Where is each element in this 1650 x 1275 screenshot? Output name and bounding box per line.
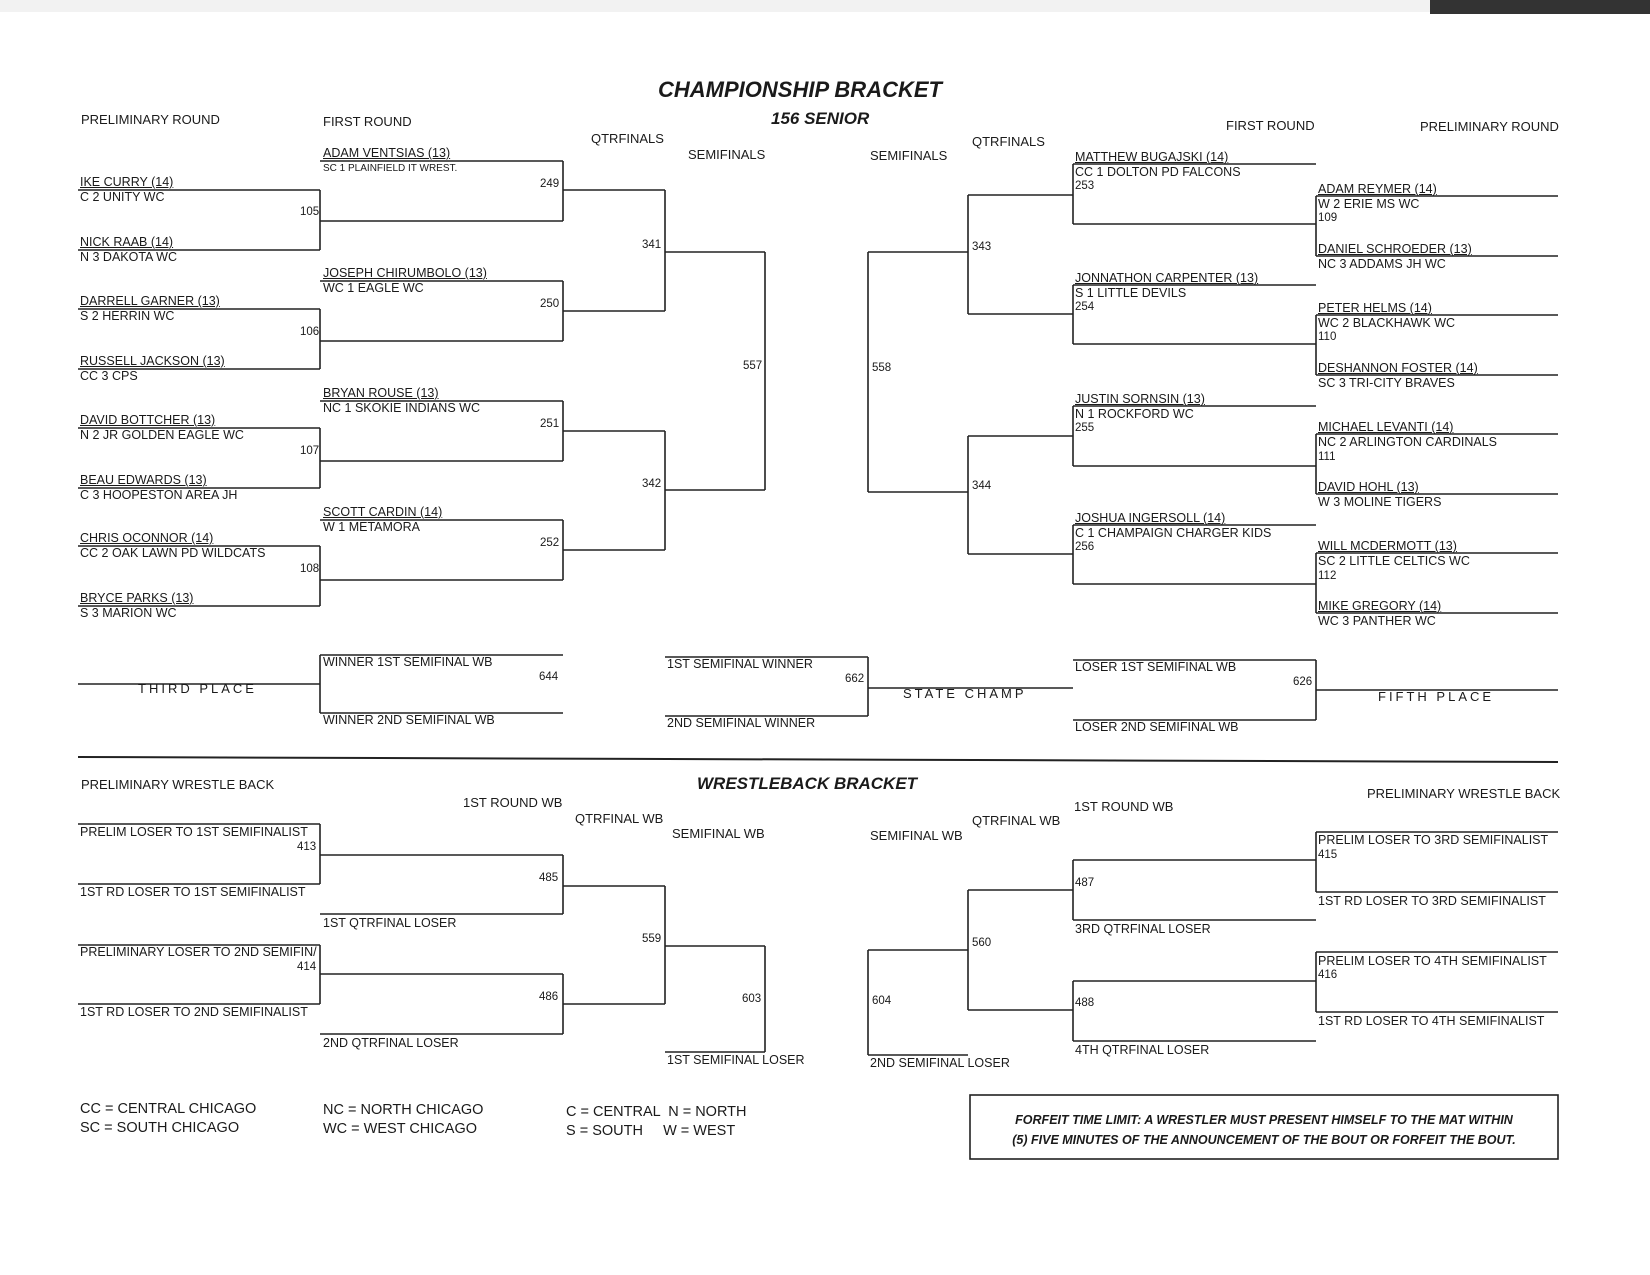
placement-slot: 2ND SEMIFINAL WINNER (667, 716, 816, 730)
bout-number: 251 (540, 418, 560, 430)
wb-slot: 2ND QTRFINAL LOSER (323, 1036, 459, 1050)
header-wb-semi-left: SEMIFINAL WB (672, 826, 765, 841)
bout-number: 560 (972, 937, 992, 949)
wb-slot: 1ST SEMIFINAL LOSER (667, 1053, 805, 1067)
wrestler-name: JOSHUA INGERSOLL (14) (1075, 511, 1226, 525)
wrestler-name: NICK RAAB (14) (80, 235, 174, 249)
wrestler-team: W 2 ERIE MS WC (1318, 197, 1420, 211)
header-first-right: FIRST ROUND (1226, 118, 1315, 133)
wrestler-team: WC 1 EAGLE WC (323, 281, 424, 295)
header-wb-qtr-left: QTRFINAL WB (575, 811, 664, 826)
third-place-label: THIRD PLACE (138, 681, 257, 696)
wrestler-team: WC 3 PANTHER WC (1318, 614, 1436, 628)
bout-number: 644 (539, 671, 559, 683)
header-wb-first-right: 1ST ROUND WB (1074, 799, 1174, 814)
bout-number: 107 (300, 445, 320, 457)
bout-number: 559 (642, 933, 662, 945)
header-qtr-right: QTRFINALS (972, 134, 1045, 149)
header-semi-left: SEMIFINALS (688, 147, 766, 162)
wrestler-team: SC 3 TRI-CITY BRAVES (1318, 376, 1455, 390)
bout-number: 252 (540, 537, 560, 549)
wrestler-team: C 1 CHAMPAIGN CHARGER KIDS (1075, 526, 1272, 540)
weight-class-subtitle: 156 SENIOR (771, 109, 870, 128)
wrestler-team: SC 2 LITTLE CELTICS WC (1318, 554, 1470, 568)
bout-number: 486 (539, 991, 559, 1003)
forfeit-notice-line: (5) FIVE MINUTES OF THE ANNOUNCEMENT OF THE BOUT OR FORFEIT THE BOUT. (1012, 1133, 1516, 1147)
header-wb-qtr-right: QTRFINAL WB (972, 813, 1061, 828)
wrestler-name: DANIEL SCHROEDER (13) (1318, 242, 1472, 256)
wrestler-name: RUSSELL JACKSON (13) (80, 354, 225, 368)
bout-number: 557 (743, 360, 763, 372)
state-champ-label: STATE CHAMP (903, 686, 1027, 701)
header-prelim-left: PRELIMINARY ROUND (81, 112, 220, 127)
wrestler-name: PETER HELMS (14) (1318, 301, 1432, 315)
header-qtr-left: QTRFINALS (591, 131, 664, 146)
wb-slot: PRELIMINARY LOSER TO 2ND SEMIFIN/ (80, 945, 317, 959)
wrestler-name: MATTHEW BUGAJSKI (14) (1075, 150, 1229, 164)
wb-slot: 1ST RD LOSER TO 4TH SEMIFINALIST (1318, 1014, 1545, 1028)
bout-number: 109 (1318, 212, 1338, 224)
legend-item: SC = SOUTH CHICAGO (80, 1120, 240, 1136)
header-wb-prelim-left: PRELIMINARY WRESTLE BACK (81, 777, 275, 792)
wrestler-name: JOSEPH CHIRUMBOLO (13) (323, 266, 487, 280)
bout-number: 558 (872, 362, 892, 374)
wb-slot: 1ST QTRFINAL LOSER (323, 916, 457, 930)
bout-number: 413 (297, 841, 317, 853)
bout-number: 485 (539, 872, 559, 884)
bout-number: 341 (642, 239, 662, 251)
placement-slot: WINNER 1ST SEMIFINAL WB (323, 655, 493, 669)
wrestler-name: MIKE GREGORY (14) (1318, 599, 1442, 613)
bout-number: 255 (1075, 422, 1095, 434)
bout-number: 487 (1075, 877, 1095, 889)
wrestler-name: ADAM VENTSIAS (13) (323, 146, 451, 160)
wrestler-team: CC 1 DOLTON PD FALCONS (1075, 165, 1241, 179)
wrestler-name: CHRIS OCONNOR (14) (80, 531, 214, 545)
bout-number: 110 (1318, 331, 1337, 343)
bout-number: 256 (1075, 541, 1095, 553)
wrestler-name: JONNATHON CARPENTER (13) (1075, 271, 1259, 285)
bout-number: 106 (300, 326, 320, 338)
wrestler-name: SCOTT CARDIN (14) (323, 505, 443, 519)
placement-slot: WINNER 2ND SEMIFINAL WB (323, 713, 495, 727)
bout-number: 604 (872, 995, 892, 1007)
wrestler-team: W 1 METAMORA (323, 520, 420, 534)
wrestler-team: W 3 MOLINE TIGERS (1318, 495, 1442, 509)
wrestler-team: N 1 ROCKFORD WC (1075, 407, 1194, 421)
wrestler-name: DAVID HOHL (13) (1318, 480, 1419, 494)
wb-slot: 1ST RD LOSER TO 3RD SEMIFINALIST (1318, 894, 1546, 908)
wrestler-name: BRYAN ROUSE (13) (323, 386, 439, 400)
wrestler-name: ADAM REYMER (14) (1318, 182, 1437, 196)
bout-number: 603 (742, 993, 762, 1005)
fifth-place-label: FIFTH PLACE (1378, 689, 1495, 704)
legend-item: NC = NORTH CHICAGO (323, 1102, 484, 1118)
wb-slot: 1ST RD LOSER TO 1ST SEMIFINALIST (80, 885, 306, 899)
header-semi-right: SEMIFINALS (870, 148, 948, 163)
bout-number: 416 (1318, 969, 1338, 981)
page-title: CHAMPIONSHIP BRACKET (658, 77, 942, 102)
header-wb-prelim-right: PRELIMINARY WRESTLE BACK (1367, 786, 1561, 801)
wb-slot: PRELIM LOSER TO 3RD SEMIFINALIST (1318, 833, 1549, 847)
wb-slot: PRELIM LOSER TO 1ST SEMIFINALIST (80, 825, 308, 839)
header-first-left: FIRST ROUND (323, 114, 412, 129)
wrestler-name: DAVID BOTTCHER (13) (80, 413, 216, 427)
wrestler-name: DESHANNON FOSTER (14) (1318, 361, 1478, 375)
legend-item: S = SOUTH W = WEST (566, 1123, 736, 1139)
wrestler-team: CC 2 OAK LAWN PD WILDCATS (80, 546, 266, 560)
bout-number: 662 (845, 673, 865, 685)
bout-number: 343 (972, 241, 992, 253)
wrestler-name: DARRELL GARNER (13) (80, 294, 220, 308)
wrestler-team: S 3 MARION WC (80, 606, 177, 620)
placement-slot: 1ST SEMIFINAL WINNER (667, 657, 813, 671)
wrestler-name: IKE CURRY (14) (80, 175, 174, 189)
wrestler-name: BEAU EDWARDS (13) (80, 473, 207, 487)
legend-item: CC = CENTRAL CHICAGO (80, 1101, 257, 1117)
wb-slot: PRELIM LOSER TO 4TH SEMIFINALIST (1318, 954, 1547, 968)
bout-number: 250 (540, 298, 560, 310)
bout-number: 112 (1318, 570, 1337, 582)
placement-slot: LOSER 1ST SEMIFINAL WB (1075, 660, 1237, 674)
placement-slot: LOSER 2ND SEMIFINAL WB (1075, 720, 1239, 734)
wrestler-team: CC 3 CPS (80, 369, 138, 383)
wb-slot: 3RD QTRFINAL LOSER (1075, 922, 1211, 936)
wb-slot: 4TH QTRFINAL LOSER (1075, 1043, 1210, 1057)
bout-number: 344 (972, 480, 992, 492)
header-prelim-right: PRELIMINARY ROUND (1420, 119, 1559, 134)
wrestler-team: NC 1 SKOKIE INDIANS WC (323, 401, 480, 415)
wrestler-name: WILL MCDERMOTT (13) (1318, 539, 1457, 553)
wrestler-team: NC 2 ARLINGTON CARDINALS (1318, 435, 1497, 449)
bout-number: 488 (1075, 997, 1095, 1009)
bout-number: 342 (642, 478, 662, 490)
bout-number: 111 (1318, 451, 1336, 463)
wrestler-team: N 2 JR GOLDEN EAGLE WC (80, 428, 244, 442)
wrestler-team: S 1 LITTLE DEVILS (1075, 286, 1187, 300)
wrestleback-title: WRESTLEBACK BRACKET (697, 774, 918, 793)
bout-number: 105 (300, 206, 320, 218)
wrestler-team: SC 1 PLAINFIELD IT WREST. (323, 163, 458, 174)
bout-number: 626 (1293, 676, 1313, 688)
legend-item: C = CENTRAL N = NORTH (566, 1104, 747, 1120)
bout-number: 249 (540, 178, 560, 190)
wrestler-team: NC 3 ADDAMS JH WC (1318, 257, 1446, 271)
wrestler-team: S 2 HERRIN WC (80, 309, 175, 323)
wrestler-name: BRYCE PARKS (13) (80, 591, 194, 605)
wb-slot: 2ND SEMIFINAL LOSER (870, 1056, 1010, 1070)
legend-item: WC = WEST CHICAGO (323, 1121, 478, 1137)
wrestler-name: JUSTIN SORNSIN (13) (1075, 392, 1205, 406)
bout-number: 253 (1075, 180, 1095, 192)
wrestler-team: N 3 DAKOTA WC (80, 250, 178, 264)
bout-number: 414 (297, 961, 317, 973)
forfeit-notice-line: FORFEIT TIME LIMIT: A WRESTLER MUST PRESENT HIMSELF TO THE MAT WITHIN (1015, 1113, 1513, 1127)
header-wb-semi-right: SEMIFINAL WB (870, 828, 963, 843)
wrestler-name: MICHAEL LEVANTI (14) (1318, 420, 1454, 434)
wrestler-team: WC 2 BLACKHAWK WC (1318, 316, 1456, 330)
wrestler-team: C 2 UNITY WC (80, 190, 165, 204)
wrestler-team: C 3 HOOPESTON AREA JH (80, 488, 238, 502)
header-wb-first-left: 1ST ROUND WB (463, 795, 563, 810)
bout-number: 254 (1075, 301, 1095, 313)
bout-number: 415 (1318, 849, 1338, 861)
bout-number: 108 (300, 563, 320, 575)
wb-slot: 1ST RD LOSER TO 2ND SEMIFINALIST (80, 1005, 308, 1019)
